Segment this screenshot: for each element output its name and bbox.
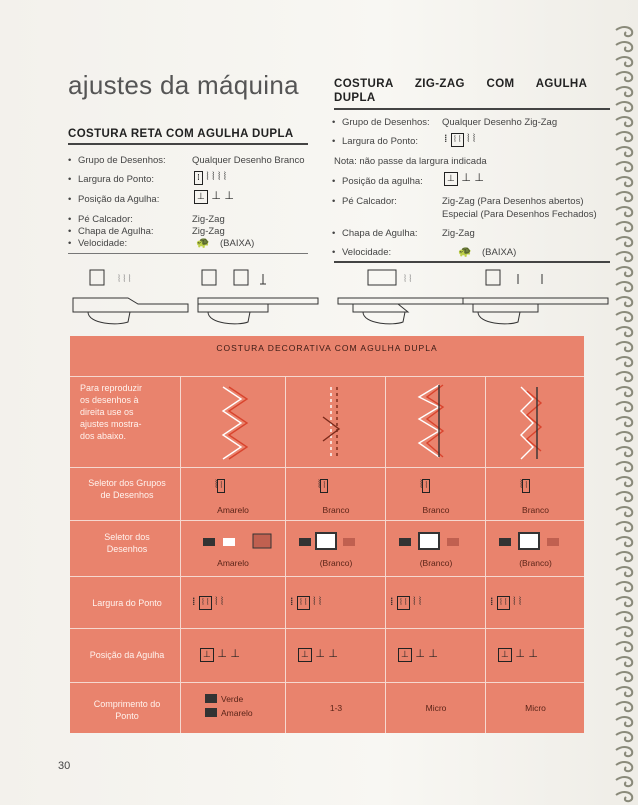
right-note: Nota: não passe da largura indicada (334, 156, 487, 167)
spiral-coil (616, 612, 632, 621)
left-row-label-3: • Pé Calcador: (78, 214, 133, 225)
row-label-line: Seletor dos Grupos (88, 478, 166, 488)
intro-line: os desenhos à (80, 395, 139, 405)
stitch-patterns (181, 377, 584, 467)
row-label-line: de Desenhos (100, 490, 154, 500)
presser-foot-left-icon (73, 298, 188, 312)
grid-line (70, 682, 584, 683)
intro-line: ajustes mostra- (80, 419, 142, 429)
left-row-label-4: • Chapa de Agulha: (78, 226, 154, 237)
spiral-coil (616, 522, 632, 531)
row-label-length (74, 698, 180, 722)
spiral-coil (616, 492, 632, 501)
spiral-binding (612, 0, 638, 805)
spiral-coil (616, 552, 632, 561)
right-stitch-width-icons: ⁞ ⦚ ⦚ ⦚ ⦚ (444, 132, 476, 145)
group-selector-icon: ⦚ ⦚ (520, 478, 530, 493)
length-value-2: Micro (425, 703, 447, 713)
decorative-stitch-icon (521, 387, 533, 459)
left-row-value-4: Zig-Zag (192, 226, 225, 237)
spiral-coil (616, 147, 632, 156)
left-row-label-2: • Posição da Agulha: (78, 194, 159, 205)
spiral-coil (616, 42, 632, 51)
spiral-coil (616, 762, 632, 771)
spiral-coil (616, 237, 632, 246)
needle-position-icons: ⊥ ⊥ ⊥ (194, 189, 234, 204)
spiral-coil (616, 87, 632, 96)
width-setting-icon: ⁞ ⦚ ⦚ ⦚ ⦚ (390, 595, 422, 608)
right-row2-value-2: Especial (Para Desenhos Fechados) (442, 209, 597, 220)
spiral-coil (616, 462, 632, 471)
spiral-coil (616, 267, 632, 276)
right-row2-label-0: • Posição da agulha: (342, 176, 423, 187)
left-section-rule (68, 253, 308, 254)
width-setting-icon: ⁞ ⦚ ⦚ ⦚ ⦚ (490, 595, 522, 608)
right-row-label-1: • Largura do Ponto: (342, 136, 418, 147)
right-section-rule (334, 261, 610, 263)
spiral-coil (616, 192, 632, 201)
spiral-coil (616, 702, 632, 711)
group-selector-icon: ⦚ ⦚ (318, 478, 328, 493)
spiral-coil (616, 297, 632, 306)
spiral-coil (616, 372, 632, 381)
spiral-coil (616, 102, 632, 111)
presser-foot-center-icon (198, 304, 268, 312)
spiral-coil (616, 627, 632, 636)
pattern-selector-icons (181, 528, 584, 558)
spiral-coil (616, 507, 632, 516)
stitch-width-icons: ⁞ ⦚ ⦚ ⦚ ⦚ (194, 170, 226, 185)
spiral-coil (616, 432, 632, 441)
spiral-coil (616, 342, 632, 351)
selector-label-2: (Branco) (419, 558, 453, 568)
length-value-1: 1-3 (329, 703, 343, 713)
row-label-groups (74, 477, 180, 501)
row-label-line: Seletor dos (104, 532, 150, 542)
intro-line: dos abaixo. (80, 431, 127, 441)
presser-foot-right-icon (353, 304, 408, 312)
right-row2-label-1: • Pé Calcador: (342, 196, 397, 207)
left-row-label-0: • Grupo de Desenhos: (78, 155, 166, 166)
zigzag-stitch-icon (223, 387, 241, 459)
spiral-coil (616, 207, 632, 216)
grid-line (70, 520, 584, 521)
spiral-coil (616, 732, 632, 741)
spiral-coil (616, 222, 632, 231)
spiral-coil (616, 642, 632, 651)
needle-setting-icon: ⊥ ⊥ ⊥ (200, 647, 240, 662)
right-heading-line1: COSTURA ZIG-ZAG COM AGULHA (334, 78, 588, 90)
row-label-line: Largura do Ponto (92, 598, 162, 608)
right-needle-position-icons: ⊥ ⊥ ⊥ (444, 171, 484, 186)
selector-label-3: (Branco) (519, 558, 552, 568)
grid-line (70, 576, 584, 577)
spiral-coil (616, 717, 632, 726)
spiral-coil (616, 777, 632, 786)
spiral-coil (616, 177, 632, 186)
grid-line (70, 467, 584, 468)
length-label-yellow: Amarelo (221, 708, 253, 718)
group-label-2: Branco (422, 505, 450, 515)
table-intro (74, 382, 180, 442)
spiral-coil (616, 72, 632, 81)
spiral-coil (616, 597, 632, 606)
page-title: ajustes da máquina (68, 70, 299, 100)
setting-illustrations (68, 268, 616, 330)
spiral-coil (616, 747, 632, 756)
length-swatch-yellow (205, 708, 217, 717)
selector-label-1: (Branco) (319, 558, 353, 568)
spiral-coil (616, 687, 632, 696)
table-heading: COSTURA DECORATIVA COM AGULHA DUPLA (216, 343, 438, 353)
length-label-green: Verde (221, 694, 244, 704)
needle-dial-icon (202, 270, 216, 285)
right-row-value-0: Qualquer Desenho Zig-Zag (442, 117, 558, 128)
selector-label-0: Amarelo (217, 558, 249, 568)
spiral-coil (616, 27, 632, 36)
group-label-0: Amarelo (217, 505, 249, 515)
spiral-coil (616, 162, 632, 171)
group-selector-icon: ⦚ ⦚ (420, 478, 430, 493)
row-label-selector (74, 531, 180, 555)
right-row2-value-4: (BAIXA) (482, 247, 517, 258)
spiral-coil (616, 657, 632, 666)
spiral-coil (616, 402, 632, 411)
spiral-coil (616, 312, 632, 321)
spiral-coil (616, 357, 632, 366)
left-row-value-3: Zig-Zag (192, 214, 225, 225)
row-label-line: Posição da Agulha (89, 650, 165, 660)
spiral-coil (616, 252, 632, 261)
spiral-coil (616, 282, 632, 291)
left-row-value-5: (BAIXA) (220, 238, 255, 249)
needle-setting-icon: ⊥ ⊥ ⊥ (398, 647, 438, 662)
right-heading-line2: DUPLA (334, 92, 376, 104)
left-heading: COSTURA RETA COM AGULHA DUPLA (68, 128, 294, 140)
svg-text:⦚ ⦚: ⦚ ⦚ (404, 274, 412, 285)
row-label-width (74, 597, 180, 609)
grid-line (70, 628, 584, 629)
row-label-needle (74, 649, 180, 661)
row-label-line: Ponto (115, 711, 139, 721)
needle-setting-icon: ⊥ ⊥ ⊥ (498, 647, 538, 662)
spiral-coil (616, 447, 632, 456)
width-dial-icon (90, 270, 104, 285)
right-row2-value-3: Zig-Zag (442, 228, 475, 239)
turtle-icon: 🐢 (196, 236, 210, 249)
spiral-coil (616, 537, 632, 546)
left-heading-rule (68, 143, 308, 145)
width-setting-icon: ⁞ ⦚ ⦚ ⦚ ⦚ (290, 595, 322, 608)
row-label-line: Desenhos (106, 544, 148, 554)
left-row-value-0: Qualquer Desenho Branco (192, 155, 305, 166)
spiral-coil (616, 417, 632, 426)
group-label-1: Branco (322, 505, 350, 515)
svg-text:⦚ ⦚ ⦚: ⦚ ⦚ ⦚ (118, 274, 131, 285)
right-row2-value-1: Zig-Zag (Para Desenhos abertos) (442, 196, 584, 207)
page-number: 30 (58, 760, 71, 772)
right-heading-rule (334, 108, 610, 110)
spiral-coil (616, 477, 632, 486)
right-row2-label-4: • Velocidade: (342, 247, 391, 258)
right-row-label-0: • Grupo de Desenhos: (342, 117, 430, 128)
group-label-3: Branco (522, 505, 549, 515)
intro-line: Para reproduzir (80, 383, 143, 393)
right-turtle-icon: 🐢 (458, 245, 472, 258)
spiral-coil (616, 792, 632, 801)
length-swatch-green (205, 694, 217, 703)
left-row-label-1: • Largura do Ponto: (78, 174, 154, 185)
spiral-coil (616, 582, 632, 591)
intro-line: direita use os (80, 407, 134, 417)
spiral-coil (616, 132, 632, 141)
width-setting-icon: ⁞ ⦚ ⦚ ⦚ ⦚ (192, 595, 224, 608)
spiral-coil (616, 117, 632, 126)
right-row2-label-3: • Chapa de Agulha: (342, 228, 418, 239)
needle-setting-icon: ⊥ ⊥ ⊥ (298, 647, 338, 662)
spiral-coil (616, 672, 632, 681)
spiral-coil (616, 387, 632, 396)
spiral-coil (616, 57, 632, 66)
left-row-label-5: • Velocidade: (78, 238, 127, 249)
spiral-coil (616, 567, 632, 576)
spiral-coil (616, 327, 632, 336)
group-selector-icon: ⦚ ⦚ (215, 478, 225, 493)
row-label-line: Comprimento do (93, 699, 161, 709)
length-value-3: Micro (525, 703, 546, 713)
